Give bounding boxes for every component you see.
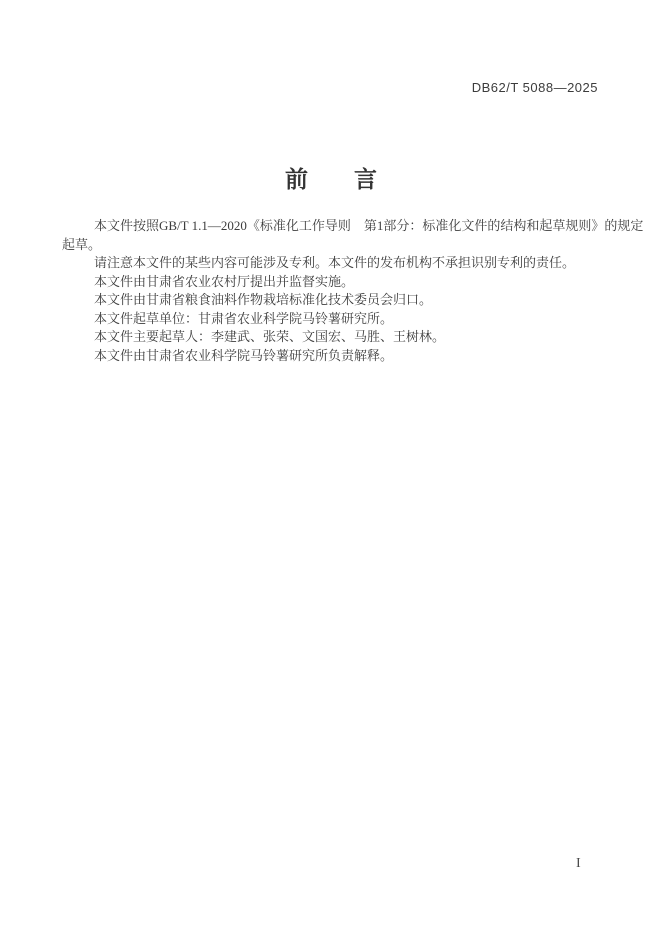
foreword-line: 本文件起草单位：甘肃省农业科学院马铃薯研究所。 [94,310,394,326]
page-number: I [576,856,581,871]
foreword-body [62,217,644,365]
foreword-line: 本文件由甘肃省农业农村厅提出并监督实施。 [94,273,355,289]
foreword-line: 起草。 [62,236,102,252]
foreword-line: 本文件按照GB/T 1.1—2020《标准化工作导则 第1部分：标准化文件的结构和起草规则》的规定 [94,218,644,233]
foreword-title: 前 言 [285,166,377,192]
document-code: DB62/T 5088—2025 [471,80,598,95]
foreword-line: 请注意本文件的某些内容可能涉及专利。本文件的发布机构不承担识别专利的责任。 [94,255,576,270]
foreword-line: 本文件主要起草人：李建武、张荣、文国宏、马胜、王树林。 [94,329,446,344]
foreword-line: 本文件由甘肃省农业科学院马铃薯研究所负责解释。 [94,347,394,363]
foreword-line: 本文件由甘肃省粮食油料作物栽培标准化技术委员会归口。 [94,292,433,307]
